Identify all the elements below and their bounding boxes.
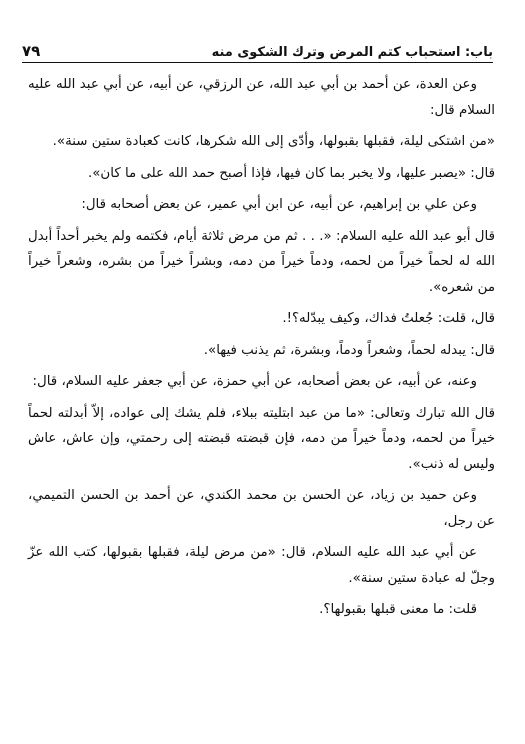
- paragraph-6: قال، قلت: جُعلتُ فداك، وكيف يبدّله؟!.: [282, 311, 495, 326]
- paragraph-4: وعن علي بن إبراهيم، عن أبيه، عن ابن أبي عمير، عن بعض أصحابه قال:: [81, 197, 477, 212]
- header-rule: [22, 62, 493, 63]
- page-body: [28, 72, 495, 629]
- paragraph-8: وعنه، عن أبيه، عن بعض أصحابه، عن أبي حمزة، عن أبي جعفر عليه السلام، قال:: [32, 374, 477, 389]
- paragraph-10: وعن حميد بن زياد، عن الحسن بن محمد الكندي، عن أحمد بن الحسن التميمي، عن رجل،: [28, 488, 495, 529]
- paragraph-11: عن أبي عبد الله عليه السلام، قال: «من مرض ليلة، فقبلها بقبولها، كتب الله عزّ وجلّ له عبادة ستين سنة».: [28, 545, 495, 586]
- paragraph-9: قال الله تبارك وتعالى: «ما من عبد ابتليته ببلاء، فلم يشك إلى عواده، إلاّ أبدلته لحماً خيراً من لحمه، ودماً خيراً من دمه، فإن قبضته قبضته إلى رحمتي، وإن عاش، عاش وليس له ذنب».: [28, 405, 495, 472]
- page-header: [22, 30, 493, 60]
- paragraph-3: قال: «يصبر عليها، ولا يخبر بما كان فيها، فإذا أصبح حمد الله على ما كان».: [87, 165, 495, 181]
- paragraph-1: وعن العدة، عن أحمد بن أبي عبد الله، عن الرزقي، عن أبيه، عن أبي عبد الله عليه السلام قال:: [28, 77, 495, 118]
- paragraph-7: قال: يبدله لحماً، وشعراً ودماً، وبشرة، ثم يذنب فيها».: [203, 342, 495, 358]
- paragraph-5: قال أبو عبد الله عليه السلام: «. . . ثم من مرض ثلاثة أيام، فكتمه ولم يخبر أحداً أبدل الله له لحماً خيراً من لحمه، ودماً خيراً من دمه، وبشراً خيراً من بشره، وشعراً خيراً من شعره».: [28, 228, 495, 295]
- page-number: ٧٩: [22, 42, 41, 60]
- paragraph-2: «من اشتكى ليلة، فقبلها بقبولها، وأدّى إلى الله شكرها، كانت كعبادة ستين سنة».: [52, 134, 495, 149]
- paragraph-12: قلت: ما معنى قبلها بقبولها؟.: [319, 602, 477, 617]
- chapter-title: باب: استحباب كتم المرض وترك الشكوى منه: [211, 45, 493, 60]
